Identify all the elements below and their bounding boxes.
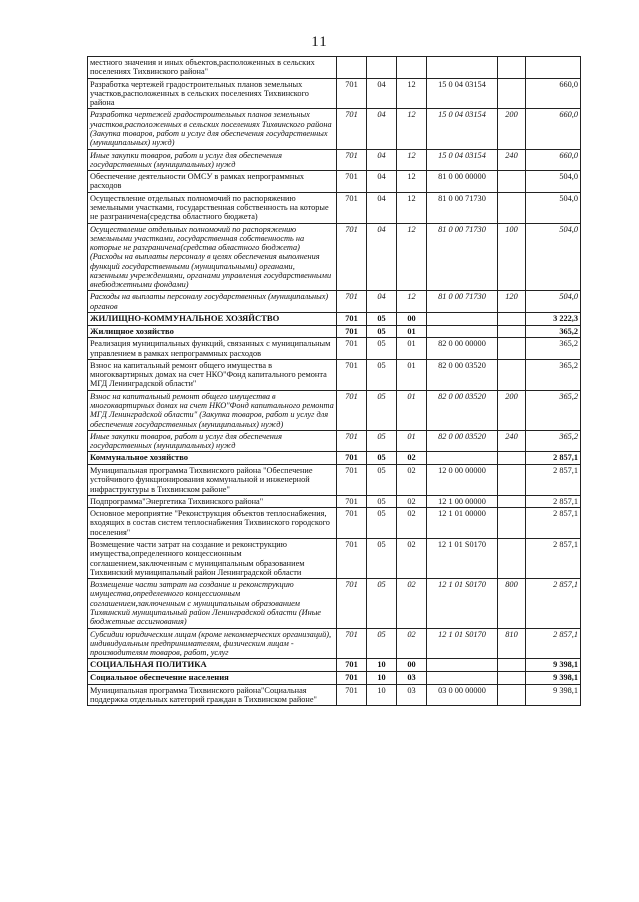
cell-pr: 01	[397, 390, 427, 430]
cell-csr: 82 0 00 03520	[427, 430, 498, 452]
cell-vr	[498, 671, 526, 684]
cell-vr: 200	[498, 109, 526, 149]
cell-csr: 12 1 01 S0170	[427, 579, 498, 628]
cell-csr: 81 0 00 71730	[427, 192, 498, 223]
cell-name: Коммунальное хозяйство	[88, 452, 337, 465]
cell-pr: 12	[397, 149, 427, 171]
cell-pr: 02	[397, 465, 427, 496]
cell-ved: 701	[337, 538, 367, 578]
table-row	[88, 359, 581, 390]
table-row	[88, 192, 581, 223]
cell-vr: 200	[498, 390, 526, 430]
cell-ved: 701	[337, 291, 367, 313]
cell-sum: 504,0	[526, 171, 581, 193]
cell-sum	[526, 57, 581, 79]
cell-pr: 01	[397, 325, 427, 338]
cell-sum: 660,0	[526, 149, 581, 171]
table-row	[88, 57, 581, 79]
table-row	[88, 390, 581, 430]
cell-csr: 12 1 01 S0170	[427, 538, 498, 578]
cell-ved	[337, 57, 367, 79]
cell-rz: 10	[367, 671, 397, 684]
cell-sum: 2 857,1	[526, 452, 581, 465]
cell-rz: 10	[367, 684, 397, 706]
table-row	[88, 671, 581, 684]
cell-name: местного значения и иных объектов,расположенных в сельских поселениях Тихвинского района"	[88, 57, 337, 79]
cell-rz: 04	[367, 192, 397, 223]
cell-rz: 05	[367, 338, 397, 360]
cell-ved: 701	[337, 390, 367, 430]
table-row	[88, 579, 581, 628]
table-row	[88, 78, 581, 109]
cell-vr	[498, 313, 526, 326]
cell-ved: 701	[337, 495, 367, 507]
cell-pr: 02	[397, 579, 427, 628]
cell-pr: 02	[397, 628, 427, 659]
cell-csr: 81 0 00 71730	[427, 291, 498, 313]
cell-pr: 03	[397, 671, 427, 684]
cell-ved: 701	[337, 671, 367, 684]
cell-vr	[498, 57, 526, 79]
cell-name: Жилищное хозяйство	[88, 325, 337, 338]
cell-csr: 81 0 00 00000	[427, 171, 498, 193]
table-row	[88, 628, 581, 659]
cell-vr	[498, 495, 526, 507]
cell-ved: 701	[337, 508, 367, 539]
cell-pr: 03	[397, 684, 427, 706]
cell-name: Подпрограмма"Энергетика Тихвинского района"	[88, 495, 337, 507]
cell-sum: 3 222,3	[526, 313, 581, 326]
cell-ved: 701	[337, 171, 367, 193]
cell-name: Субсидии юридическим лицам (кроме некоммерческих организаций), индивидуальным предпринимателям, физическим лицам - производителям товаров, работ, услуг	[88, 628, 337, 659]
cell-pr: 12	[397, 109, 427, 149]
cell-pr: 12	[397, 223, 427, 291]
cell-vr	[498, 452, 526, 465]
table-row	[88, 338, 581, 360]
cell-csr: 12 1 00 00000	[427, 495, 498, 507]
table-row	[88, 291, 581, 313]
cell-vr	[498, 508, 526, 539]
cell-ved: 701	[337, 359, 367, 390]
table-row	[88, 452, 581, 465]
cell-sum: 2 857,1	[526, 579, 581, 628]
cell-rz: 10	[367, 659, 397, 672]
budget-table	[87, 56, 581, 706]
cell-name: ЖИЛИЩНО-КОММУНАЛЬНОЕ ХОЗЯЙСТВО	[88, 313, 337, 326]
cell-csr: 15 0 04 03154	[427, 78, 498, 109]
cell-ved: 701	[337, 109, 367, 149]
cell-pr: 12	[397, 192, 427, 223]
cell-name: Муниципальная программа Тихвинского района "Обеспечение устойчивого функционирования коммунальной и инженерной инфраструктуры в Тихвинском районе"	[88, 465, 337, 496]
cell-ved: 701	[337, 338, 367, 360]
cell-csr	[427, 57, 498, 79]
cell-sum: 660,0	[526, 78, 581, 109]
cell-csr: 82 0 00 00000	[427, 338, 498, 360]
cell-sum: 365,2	[526, 338, 581, 360]
cell-sum: 365,2	[526, 430, 581, 452]
cell-vr: 800	[498, 579, 526, 628]
cell-rz: 05	[367, 508, 397, 539]
cell-sum: 9 398,1	[526, 671, 581, 684]
cell-ved: 701	[337, 149, 367, 171]
cell-ved: 701	[337, 192, 367, 223]
table-row	[88, 149, 581, 171]
cell-rz: 04	[367, 78, 397, 109]
cell-rz: 04	[367, 291, 397, 313]
cell-csr: 15 0 04 03154	[427, 109, 498, 149]
cell-sum: 365,2	[526, 390, 581, 430]
cell-vr	[498, 465, 526, 496]
cell-csr: 03 0 00 00000	[427, 684, 498, 706]
cell-vr	[498, 538, 526, 578]
cell-vr: 100	[498, 223, 526, 291]
cell-rz: 05	[367, 465, 397, 496]
cell-pr: 01	[397, 430, 427, 452]
table-row	[88, 430, 581, 452]
cell-ved: 701	[337, 684, 367, 706]
table-row	[88, 325, 581, 338]
cell-sum: 504,0	[526, 291, 581, 313]
cell-rz: 05	[367, 452, 397, 465]
cell-csr: 12 1 01 00000	[427, 508, 498, 539]
cell-rz: 04	[367, 223, 397, 291]
cell-name: Социальное обеспечение населения	[88, 671, 337, 684]
cell-ved: 701	[337, 325, 367, 338]
cell-name: Основное мероприятие "Реконструкция объектов теплоснабжения, входящих в состав систем теплоснабжения Тихвинского городского поселения"	[88, 508, 337, 539]
cell-pr: 12	[397, 291, 427, 313]
cell-pr	[397, 57, 427, 79]
cell-vr: 120	[498, 291, 526, 313]
table-row	[88, 313, 581, 326]
cell-pr: 12	[397, 171, 427, 193]
cell-sum: 9 398,1	[526, 659, 581, 672]
page-number: 11	[311, 34, 328, 50]
cell-csr: 82 0 00 03520	[427, 390, 498, 430]
table-row	[88, 109, 581, 149]
cell-vr	[498, 192, 526, 223]
cell-sum: 2 857,1	[526, 495, 581, 507]
cell-csr: 12 1 01 S0170	[427, 628, 498, 659]
cell-rz: 05	[367, 579, 397, 628]
cell-rz: 05	[367, 359, 397, 390]
cell-vr	[498, 171, 526, 193]
cell-csr: 81 0 00 71730	[427, 223, 498, 291]
cell-rz: 05	[367, 495, 397, 507]
cell-csr	[427, 659, 498, 672]
cell-vr: 810	[498, 628, 526, 659]
cell-rz: 05	[367, 313, 397, 326]
cell-sum: 9 398,1	[526, 684, 581, 706]
cell-ved: 701	[337, 430, 367, 452]
cell-sum: 2 857,1	[526, 465, 581, 496]
cell-ved: 701	[337, 659, 367, 672]
cell-name: Возмещение части затрат на создание и реконструкцию имущества,определенного концессионным соглашением,заключенным с муниципальным образованием Тихвинский муниципальный район Ленинградской области (Иные бюджетные ассигнования)	[88, 579, 337, 628]
cell-vr: 240	[498, 430, 526, 452]
cell-ved: 701	[337, 313, 367, 326]
cell-name: Осуществление отдельных полномочий по распоряжению земельными участками, государственная собственность на которые не разграничена(средства областного бюджета) (Расходы на выплаты персоналу в целях обеспечения выполнения функций государственными (муниципальными) органами, казенными учреждениями, органами управления государственными внебюджетными фондами)	[88, 223, 337, 291]
cell-name: Иные закупки товаров, работ и услуг для обеспечения государственных (муниципальных) нужд	[88, 149, 337, 171]
cell-name: Муниципальная программа Тихвинского района"Социальная поддержка отдельных категорий граждан в Тихвинском районе"	[88, 684, 337, 706]
cell-sum: 2 857,1	[526, 628, 581, 659]
cell-ved: 701	[337, 78, 367, 109]
cell-sum: 2 857,1	[526, 538, 581, 578]
cell-name: Реализация муниципальных функций, связанных с муниципальным управлением в рамках непрограммных расходов	[88, 338, 337, 360]
cell-vr	[498, 325, 526, 338]
cell-name: Осуществление отдельных полномочий по распоряжению земельными участками, государственная собственность на которые не разграничена(средства областного бюджета)	[88, 192, 337, 223]
table-row	[88, 684, 581, 706]
table-row	[88, 495, 581, 507]
cell-sum: 365,2	[526, 325, 581, 338]
cell-rz: 04	[367, 149, 397, 171]
cell-name: Разработка чертежей градостроительных планов земельных участков,расположенных в сельских поселениях Тихвинского района (Закупка товаров, работ и услуг для обеспечения государственных (муниципальных) нужд)	[88, 109, 337, 149]
cell-sum: 504,0	[526, 223, 581, 291]
cell-rz: 04	[367, 171, 397, 193]
cell-csr	[427, 671, 498, 684]
cell-rz	[367, 57, 397, 79]
cell-sum: 660,0	[526, 109, 581, 149]
table-row	[88, 538, 581, 578]
table-body	[88, 57, 581, 706]
cell-sum: 504,0	[526, 192, 581, 223]
cell-sum: 365,2	[526, 359, 581, 390]
cell-csr	[427, 452, 498, 465]
cell-ved: 701	[337, 452, 367, 465]
cell-pr: 02	[397, 495, 427, 507]
cell-csr	[427, 313, 498, 326]
cell-vr	[498, 359, 526, 390]
table-row	[88, 465, 581, 496]
cell-csr: 82 0 00 03520	[427, 359, 498, 390]
cell-csr: 12 0 00 00000	[427, 465, 498, 496]
cell-ved: 701	[337, 465, 367, 496]
table-row	[88, 171, 581, 193]
cell-name: Обеспечение деятельности ОМСУ в рамках непрограммных расходов	[88, 171, 337, 193]
cell-pr: 00	[397, 313, 427, 326]
cell-vr	[498, 338, 526, 360]
cell-vr	[498, 659, 526, 672]
cell-name: СОЦИАЛЬНАЯ ПОЛИТИКА	[88, 659, 337, 672]
cell-vr	[498, 78, 526, 109]
cell-name: Взнос на капитальный ремонт общего имущества в многоквартирных домах на счет НКО"Фонд капитального ремонта МГД Ленинградской области" (Закупка товаров, работ и услуг для обеспечения государственных (муниципальных) нужд)	[88, 390, 337, 430]
cell-name: Разработка чертежей градостроительных планов земельных участков,расположенных в сельских поселениях Тихвинского района	[88, 78, 337, 109]
table-row	[88, 659, 581, 672]
cell-pr: 02	[397, 508, 427, 539]
cell-rz: 04	[367, 109, 397, 149]
cell-pr: 00	[397, 659, 427, 672]
cell-ved: 701	[337, 223, 367, 291]
table-row	[88, 508, 581, 539]
cell-rz: 05	[367, 628, 397, 659]
cell-pr: 02	[397, 538, 427, 578]
cell-name: Расходы на выплаты персоналу государственных (муниципальных) органов	[88, 291, 337, 313]
cell-name: Возмещение части затрат на создание и реконструкцию имущества,определенного концессионным соглашением,заключенным с муниципальным образованием Тихвинский муниципальный район Ленинградской области	[88, 538, 337, 578]
cell-name: Иные закупки товаров, работ и услуг для обеспечения государственных (муниципальных) нужд	[88, 430, 337, 452]
cell-name: Взнос на капитальный ремонт общего имущества в многоквартирных домах на счет НКО"Фонд капитального ремонта МГД Ленинградской области"	[88, 359, 337, 390]
cell-pr: 02	[397, 452, 427, 465]
cell-rz: 05	[367, 538, 397, 578]
cell-pr: 12	[397, 78, 427, 109]
cell-csr	[427, 325, 498, 338]
cell-rz: 05	[367, 325, 397, 338]
cell-sum: 2 857,1	[526, 508, 581, 539]
cell-vr	[498, 684, 526, 706]
cell-pr: 01	[397, 338, 427, 360]
cell-ved: 701	[337, 579, 367, 628]
cell-ved: 701	[337, 628, 367, 659]
cell-vr: 240	[498, 149, 526, 171]
cell-pr: 01	[397, 359, 427, 390]
cell-csr: 15 0 04 03154	[427, 149, 498, 171]
cell-rz: 05	[367, 430, 397, 452]
table-row	[88, 223, 581, 291]
cell-rz: 05	[367, 390, 397, 430]
